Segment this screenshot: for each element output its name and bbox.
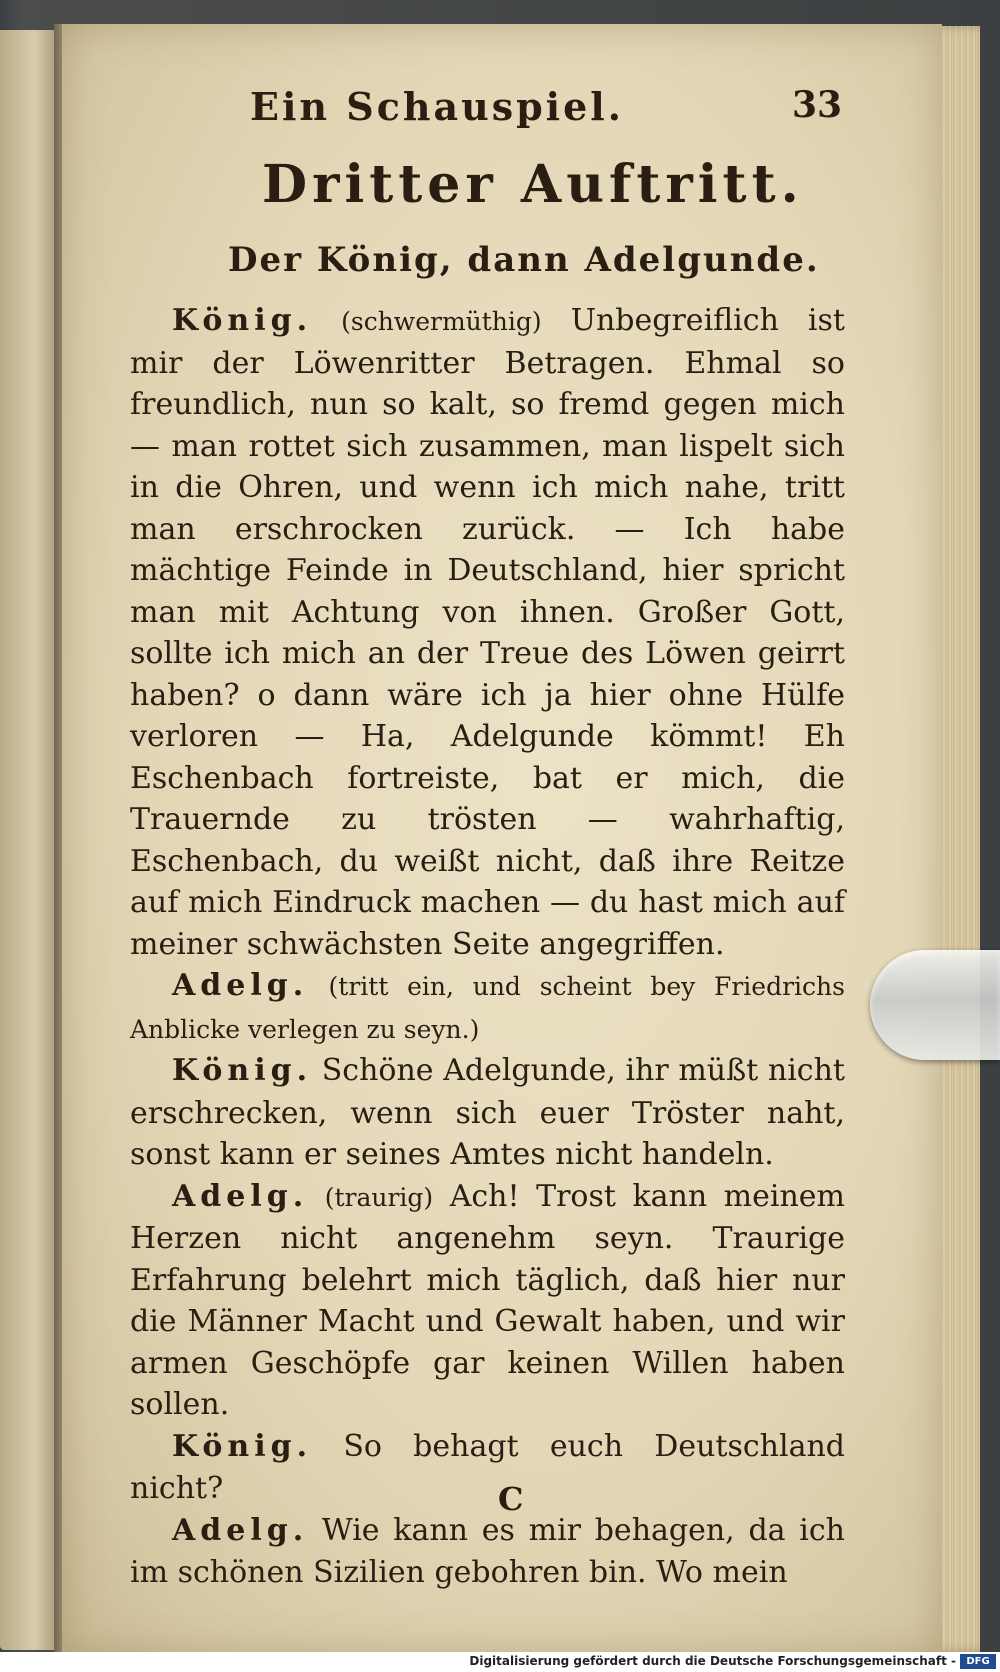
page-number: 33 bbox=[792, 84, 843, 126]
dialogue-paragraph bbox=[130, 1050, 845, 1176]
signature-mark: C bbox=[498, 1480, 524, 1518]
dialogue-body bbox=[130, 300, 845, 1594]
dfg-logo-icon: DFG bbox=[960, 1654, 996, 1669]
dialogue-paragraph bbox=[130, 1426, 845, 1510]
dialogue-text: Ach! Trost kann meinem Herzen nicht angenehm seyn. Traurige Erfahrung belehrt mich täglich, daß hier nur die Männer Macht und Gewalt haben, und wir armen Geschöpfe gar keinen Willen haben sollen. bbox=[130, 1178, 845, 1422]
running-head: Ein Schauspiel. bbox=[250, 84, 624, 129]
speaker-name: König. bbox=[172, 1428, 313, 1464]
stage-direction: (schwermüthig) bbox=[341, 307, 542, 336]
footer-credit: Digitalisierung gefördert durch die Deutsche Forschungsgemeinschaft - bbox=[469, 1654, 956, 1668]
dialogue-text: So behagt euch Deutschland nicht? bbox=[130, 1428, 845, 1506]
left-page-sliver bbox=[0, 30, 58, 1650]
character-list: Der König, dann Adelgunde. bbox=[228, 240, 820, 280]
dialogue-text: Wie kann es mir behagen, da ich im schönen Sizilien gebohren bin. Wo mein bbox=[130, 1512, 845, 1590]
dialogue-paragraph bbox=[130, 965, 845, 1050]
scene-title: Dritter Auftritt. bbox=[262, 154, 804, 215]
speaker-name: König. bbox=[172, 303, 313, 338]
speaker-name: Adelg. bbox=[172, 1512, 309, 1548]
speaker-name: Adelg. bbox=[172, 1178, 309, 1214]
page-clip bbox=[870, 950, 1000, 1060]
stage-direction: (tritt ein, und scheint bey Friedrichs Anblicke verlegen zu seyn.) bbox=[130, 972, 845, 1044]
speaker-name: Adelg. bbox=[172, 968, 309, 1003]
dialogue-paragraph bbox=[130, 300, 845, 965]
dialogue-paragraph bbox=[130, 1510, 845, 1594]
digitization-footer bbox=[0, 1652, 1000, 1672]
stage-direction: (traurig) bbox=[324, 1182, 434, 1212]
dialogue-text: Unbegreiflich ist mir der Löwenritter Betragen. Ehmal so freundlich, nun so kalt, so fremd gegen mich — man rottet sich zusammen, man lispelt sich in die Ohren, und wenn ich mich nahe, tritt man erschrocken zurück. — Ich habe mächtige Feinde in Deutschland, hier spricht man mit Achtung von ihnen. Großer Gott, sollte ich mich an der Treue des Löwen geirrt haben? o dann wäre ich ja hier ohne Hülfe verloren — Ha, Adelgunde kömmt! Eh Eschenbach fortreiste, bat er mich, die Trauernde zu trösten — wahrhaftig, Eschenbach, du weißt nicht, daß ihre Reitze auf mich Eindruck machen — du hast mich auf meiner schwächsten Seite angegriffen. bbox=[130, 303, 845, 962]
dialogue-paragraph bbox=[130, 1176, 845, 1426]
speaker-name: König. bbox=[172, 1053, 313, 1088]
dialogue-text: Schöne Adelgunde, ihr müßt nicht erschrecken, wenn sich euer Tröster naht, sonst kann er seines Amtes nicht handeln. bbox=[130, 1053, 845, 1172]
